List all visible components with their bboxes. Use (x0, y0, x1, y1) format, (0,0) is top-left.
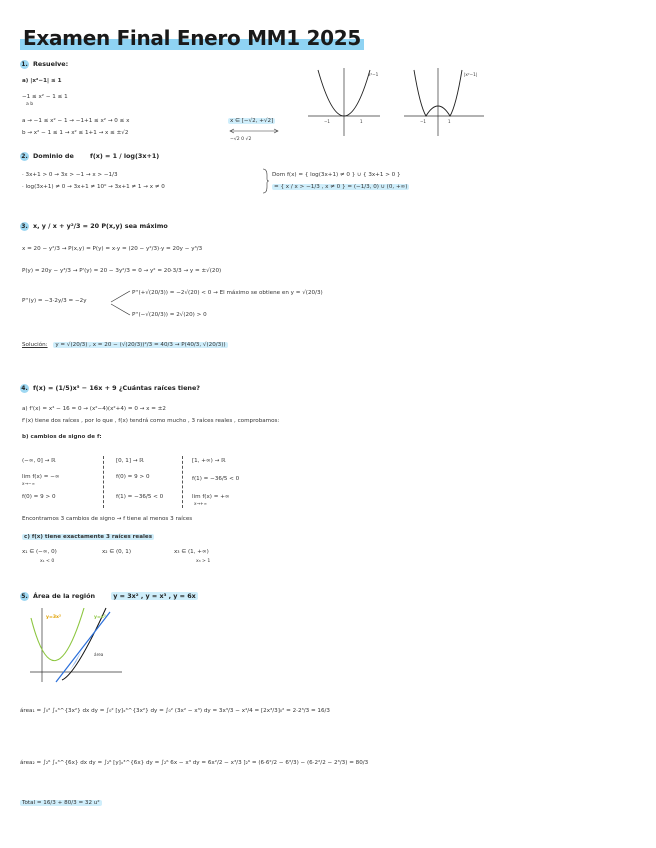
section-3-header (20, 222, 168, 231)
s4-case3-row3-sub: x→+∞ (194, 501, 207, 506)
s1-line-a: a → −1 ≤ x² − 1 → −1+1 ≤ x² → 0 ≤ x (22, 118, 130, 124)
s5-label-3x2: y=3x² (46, 615, 62, 620)
s2-function: f(x) = 1 / log(3x+1) (90, 152, 160, 160)
s4-case1-row1: (−∞, 0] → ℝ (22, 458, 56, 464)
graph-abs-parabola (404, 66, 484, 138)
s4-case2-row2: f(0) = 9 > 0 (116, 474, 150, 480)
s2-line2: · log(3x+1) ≠ 0 → 3x+1 ≠ 10⁰ → 3x+1 ≠ 1 → x ≠ 0 (22, 184, 165, 190)
section-2-title: Dominio de (33, 152, 74, 160)
s4-case3-row2: f(1) = −36/5 < 0 (192, 476, 240, 482)
s1-line-b: b → x² − 1 ≤ 1 → x² ≤ 1+1 → x ≤ ±√2 (22, 130, 129, 136)
s3-branch-arrows (110, 288, 132, 318)
s1-line1-sub: a b (26, 102, 34, 107)
s2-brace (262, 168, 270, 194)
graph2-label: |x²−1| (464, 72, 478, 77)
s5-region-graph (26, 604, 126, 684)
s3-line1: x = 20 − y²/3 → P(x,y) = P(y) = x·y = (20 − y²/3)·y = 20y − y³/3 (22, 246, 203, 252)
s1-result: x ∈ [−√2, +√2] (230, 118, 274, 124)
s2-dom1: Dom f(x) = { log(3x+1) ≠ 0 } ∪ { 3x+1 > 0 } (272, 172, 401, 178)
section-3-number: 3. (21, 223, 28, 230)
s4-divider-2 (182, 456, 183, 508)
s3-solution-text: y = √(20/3) , x = 20 − (√(20/3))²/3 = 40/3 → P(40/3, √(20/3)) (55, 342, 226, 348)
s4-case3-row3: lim f(x) = +∞ (192, 494, 230, 500)
section-5-title: Área de la región (33, 592, 96, 600)
s4-case1-row2: lim f(x) = −∞ (22, 474, 60, 480)
section-2-number: 2. (21, 153, 28, 160)
s4-case3-row1: [1, +∞) → ℝ (192, 458, 226, 464)
s4-root2: x₂ ∈ (0, 1) (102, 549, 132, 555)
section-1-title: Resuelve: (33, 60, 69, 68)
s4-case1-row3: f(0) = 9 > 0 (22, 494, 56, 500)
graph1-tick-right: 1 (360, 119, 363, 124)
graph2-tick-left: −1 (420, 119, 426, 124)
s4-case1-row2-sub: x→−∞ (22, 481, 35, 486)
s4-root1: x₁ ∈ (−∞, 0) (22, 549, 57, 555)
s4-a2: f'(x) tiene dos raíces , por lo que , f(x) tendrá como mucho , 3 raíces reales , comprobamos: (22, 418, 280, 424)
s5-total-wrap (20, 800, 102, 806)
section-1-header (20, 60, 68, 69)
section-4-title: f(x) = (1/5)x⁵ − 16x + 9 ¿Cuántas raíces tiene? (33, 384, 201, 392)
s4-a: a) f'(x) = x⁴ − 16 = 0 → (x²−4)(x²+4) = 0 → x = ±2 (22, 406, 166, 412)
s4-root3: x₃ ∈ (1, +∞) (174, 549, 209, 555)
s1-line1: −1 ≤ x² − 1 ≤ 1 (22, 94, 68, 100)
section-2-header (20, 152, 159, 161)
section-5-number: 5. (21, 593, 28, 600)
s4-case2-row3: f(1) = −36/5 < 0 (116, 494, 164, 500)
s1-axis-ticks: −√2 0 √2 (230, 137, 252, 142)
s4-case2-row1: [0, 1] → ℝ (116, 458, 144, 464)
page-title: Examen Final Enero MM1 2025 (20, 26, 364, 50)
s5-region: y = 3x² , y = x³ , y = 6x (113, 592, 196, 600)
graph1-label: x²−1 (368, 72, 379, 77)
s1-a-label: a) |x²−1| ≤ 1 (22, 78, 62, 84)
s4-b: b) cambios de signo de f: (22, 434, 102, 440)
s4-c: c) f(x) tiene exactamente 3 raíces reales (24, 534, 153, 540)
section-1-number: 1. (21, 61, 28, 68)
graph2-tick-right: 1 (448, 119, 451, 124)
s4-c-wrap (22, 534, 154, 540)
s2-line1: · 3x+1 > 0 → 3x > −1 → x > −1/3 (22, 172, 118, 178)
graph-parabola (308, 66, 380, 138)
section-3-title: x, y / x + y²/3 = 20 P(x,y) sea máximo (33, 222, 168, 230)
s4-conclusion: Encontramos 3 cambios de signo → f tiene al menos 3 raíces (22, 516, 193, 522)
s5-area1: área₁ = ∫₀² ∫ₓ³^{3x²} dx dy = ∫₀² [y]ₓ³^{3x²} dy = ∫₀² (3x² − x³) dy = 3x³/3 − x⁴/4 = [2x³/3]₀² = 2·2³/3 = 16/3 (20, 708, 330, 714)
s3-solution-label: Solución: (22, 342, 48, 348)
s2-dom2-wrap (272, 184, 409, 190)
s3-line3c: P''(−√(20/3)) = 2√(20) > 0 (132, 312, 207, 318)
s4-root1-sub: x₁ < 0 (40, 559, 55, 564)
s3-line2: P(y) = 20y − y³/3 → P'(y) = 20 − 3y²/3 = 0 → y² = 20·3/3 → y = ±√(20) (22, 268, 222, 274)
s3-line3a: P''(y) = −3·2y/3 = −2y (22, 298, 87, 304)
s3-line3b: P''(+√(20/3)) = −2√(20) < 0 → El máximo se obtiene en y = √(20/3) (132, 290, 323, 296)
graph1-tick-left: −1 (324, 119, 330, 124)
s5-area2: área₂ = ∫₂⁶ ∫ₓ³^{6x} dx dy = ∫₂⁶ [y]ₓ³^{6x} dy = ∫₂⁶ 6x − x³ dy = 6x²/2 − x³/3 ]₂⁶ = (6·6²/2 − 6³/3) − (6·2²/2 − 2³/3) = 80/3 (20, 760, 369, 766)
s3-solution (22, 342, 228, 348)
section-4-number: 4. (21, 385, 28, 392)
s2-dom2: = { x / x > −1/3 , x ≠ 0 } = (−1/3, 0) ∪ (0, +∞) (274, 184, 408, 190)
s4-divider-1 (103, 456, 104, 508)
section-4-header (20, 384, 200, 393)
s4-root3-sub: x₃ > 1 (196, 559, 211, 564)
s5-total: Total = 16/3 + 80/3 = 32 u² (22, 800, 100, 806)
section-5-header (20, 592, 198, 601)
s5-label-x3: y=x³ (94, 615, 106, 620)
s5-label-area: área (94, 652, 104, 657)
